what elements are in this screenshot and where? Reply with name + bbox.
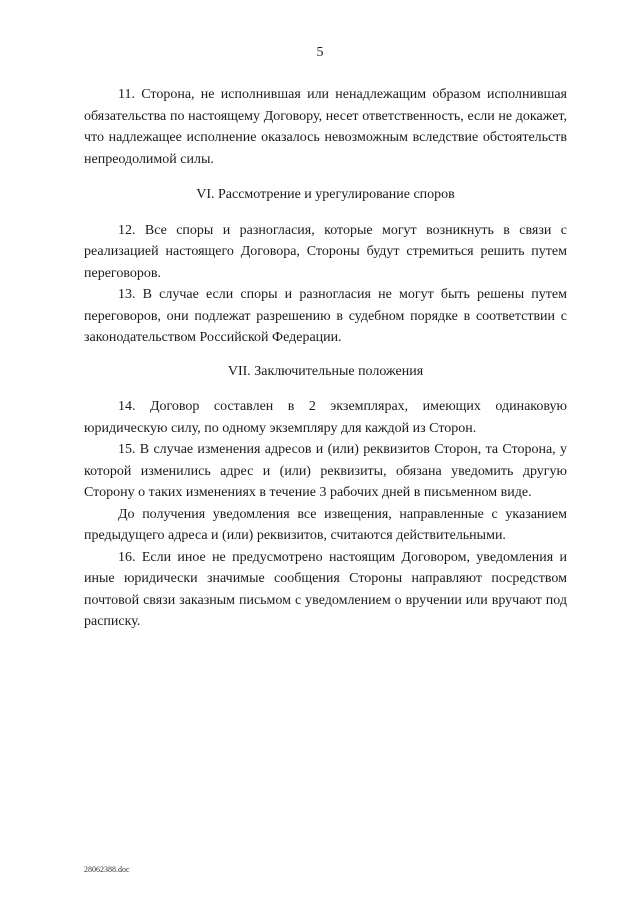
section-heading-vi: VI. Рассмотрение и урегулирование споров: [196, 187, 455, 202]
paragraph-13: 13. В случае если споры и разногласия не могут быть решены путем переговоров, они подлежат разрешению в судебном порядке в соответствии с законодательством Российской Федерации.: [84, 287, 567, 345]
document-body: [84, 84, 567, 633]
paragraph-14: 14. Договор составлен в 2 экземплярах, имеющих одинаковую юридическую силу, по одному экземпляру для каждой из Сторон.: [84, 399, 567, 436]
paragraph-11: 11. Сторона, не исполнившая или ненадлежащим образом исполнившая обязательства по настоящему Договору, несет ответственность, если не докажет, что надлежащее исполнение оказалось невозможным вследствие обстоятельств непреодолимой силы.: [84, 87, 567, 167]
footer-file-reference: 28062388.doc: [84, 865, 130, 874]
paragraph-15-continuation: До получения уведомления все извещения, направленные с указанием предыдущего адреса и (или) реквизитов, считаются действительными.: [84, 506, 567, 543]
paragraph-12: 12. Все споры и разногласия, которые могут возникнуть в связи с реализацией настоящего Договора, Стороны будут стремиться решить путем переговоров.: [84, 222, 567, 281]
section-heading-vii: VII. Заключительные положения: [227, 363, 424, 379]
page-number: 5: [316, 45, 324, 60]
paragraph-16: 16. Если иное не предусмотрено настоящим Договором, уведомления и иные юридически значимые сообщения Стороны направляют посредством почтовой связи заказным письмом с уведомлением о вручении или вручают под расписку.: [84, 549, 567, 629]
paragraph-15: 15. В случае изменения адресов и (или) реквизитов Сторон, та Сторона, у которой изменились адрес и (или) реквизиты, обязана уведомить другую Сторону о таких изменениях в течение 3 рабочих дней в письменном виде.: [84, 442, 567, 500]
